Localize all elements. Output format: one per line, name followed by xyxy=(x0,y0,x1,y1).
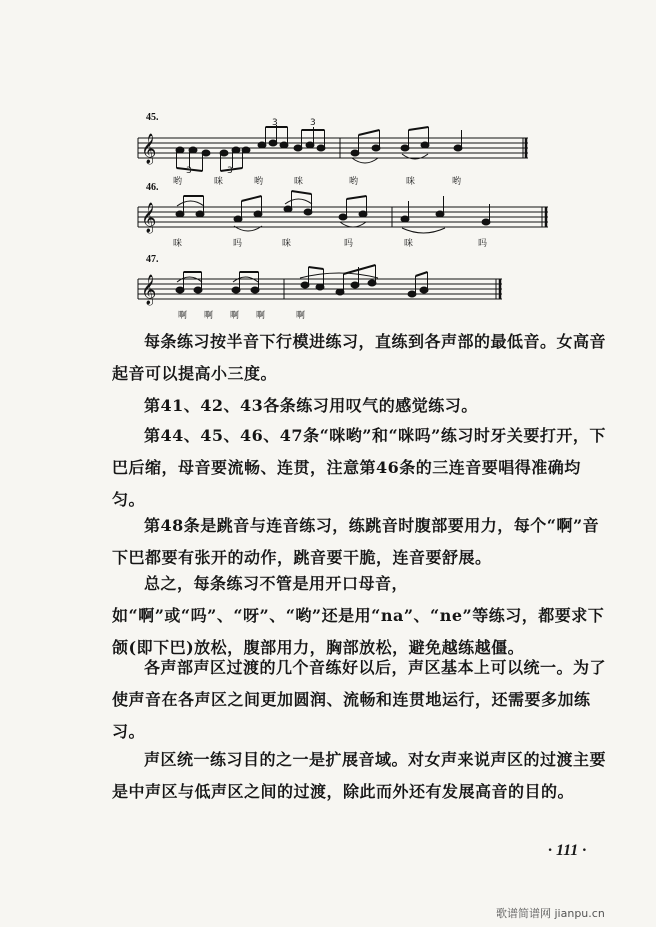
note-head xyxy=(258,142,266,148)
treble-clef-icon: 𝄞 xyxy=(141,203,157,233)
beam xyxy=(242,196,262,201)
lyric-45-6: 咪 xyxy=(406,177,416,187)
paragraph-7: 声区统一练习目的之一是扩展音域。对女声来说声区的过渡主要是中声区与低声区之间的过渡，除此而外还有发展高音的目的。 xyxy=(112,750,607,801)
triplet-mark: 3 xyxy=(186,166,192,176)
note-head xyxy=(339,214,347,220)
note-head xyxy=(196,211,204,217)
note-head xyxy=(454,145,462,151)
music-notation xyxy=(0,0,656,330)
lyric-46-5: 咪 xyxy=(404,239,414,249)
note-head xyxy=(254,211,262,217)
beam xyxy=(359,130,380,135)
triplet-mark: 3 xyxy=(272,118,278,128)
note-head xyxy=(294,145,302,151)
note-head xyxy=(368,280,376,286)
note-head xyxy=(280,142,288,148)
slur xyxy=(177,201,204,206)
note-heads xyxy=(176,125,490,297)
note-head xyxy=(408,291,416,297)
exercise-number-47: 47. xyxy=(146,254,159,265)
treble-clef-icon: 𝄞 xyxy=(141,275,157,305)
note-head xyxy=(359,211,367,217)
note-head xyxy=(482,219,490,225)
watermark: 歌谱简谱网 jianpu.cn xyxy=(496,907,605,920)
treble-clef-icon: 𝄞 xyxy=(141,134,157,164)
note-head xyxy=(401,145,409,151)
paragraph-2: 第41、42、43各条练习用叹气的感觉练习。 xyxy=(144,396,478,415)
slur xyxy=(300,273,378,278)
note-head xyxy=(372,145,380,151)
note-head xyxy=(194,287,202,293)
slur xyxy=(285,199,312,204)
note-head xyxy=(351,150,359,156)
paragraph-5: 总之，每条练习不管是用开口母音，如“啊”或“吗”、“呀”、“哟”还是用“na”、“ne”等练习，都要求下颌(即下巴)放松，腹部用力，胸部放松，避免越练越僵。 xyxy=(112,574,605,657)
treble-clefs xyxy=(141,133,156,306)
lyric-47-3: 啊 xyxy=(230,311,240,321)
beams xyxy=(177,127,429,276)
note-head xyxy=(189,147,197,153)
lyric-45-3: 哟 xyxy=(254,177,264,187)
note-head xyxy=(176,211,184,217)
note-head xyxy=(304,209,312,215)
note-head xyxy=(176,147,184,153)
note-head xyxy=(420,287,428,293)
beam xyxy=(409,127,429,130)
note-head xyxy=(251,287,259,293)
triplet-mark: 3 xyxy=(227,166,233,176)
note-head xyxy=(436,211,444,217)
beam xyxy=(309,267,324,269)
note-head xyxy=(220,150,228,156)
beam xyxy=(416,272,428,276)
note-head xyxy=(306,142,314,148)
beam xyxy=(347,196,367,199)
lyric-45-7: 哟 xyxy=(452,177,462,187)
exercise-number-45: 45. xyxy=(146,112,159,123)
note-head xyxy=(176,287,184,293)
note-head xyxy=(232,287,240,293)
note-head xyxy=(234,216,242,222)
note-head xyxy=(232,147,240,153)
note-head xyxy=(316,284,324,290)
exercise-number-46: 46. xyxy=(146,182,159,193)
lyric-47-1: 啊 xyxy=(178,311,188,321)
lyric-46-4: 吗 xyxy=(344,239,354,249)
lyric-47-5: 啊 xyxy=(296,311,306,321)
note-head xyxy=(202,150,210,156)
lyric-45-1: 哟 xyxy=(173,177,183,187)
lyric-45-4: 咪 xyxy=(294,177,304,187)
paragraph-6: 各声部声区过渡的几个音练好以后，声区基本上可以统一。为了使声音在各声区之间更加圆润、流畅和连贯地运行，还需要多加练习。 xyxy=(112,658,607,741)
page-number: · 111 · xyxy=(548,842,587,859)
beam xyxy=(292,191,312,194)
lyric-46-3: 咪 xyxy=(282,239,292,249)
note-head xyxy=(301,282,309,288)
note-head xyxy=(284,206,292,212)
lyric-47-4: 啊 xyxy=(256,311,266,321)
note-head xyxy=(401,216,409,222)
lyric-45-5: 哟 xyxy=(349,177,359,187)
lyric-46-1: 咪 xyxy=(173,239,183,249)
lyric-47-2: 啊 xyxy=(204,311,214,321)
note-head xyxy=(421,142,429,148)
note-head xyxy=(317,145,325,151)
lyric-46-2: 吗 xyxy=(233,239,243,249)
slur xyxy=(402,228,445,233)
note-head xyxy=(336,289,344,295)
paragraph-3: 第44、45、46、47条“咪哟”和“咪吗”练习时牙关要打开，下巴后缩，母音要流畅、连贯，注意第46条的三连音要唱得准确均匀。 xyxy=(112,426,606,509)
lyric-45-2: 咪 xyxy=(214,177,224,187)
paragraph-4: 第48条是跳音与连音练习，练跳音时腹部要用力，每个“啊”音下巴都要有张开的动作，跳音要干脆，连音要舒展。 xyxy=(112,516,600,567)
note-head xyxy=(242,147,250,153)
lyric-46-6: 吗 xyxy=(478,239,488,249)
slur xyxy=(352,158,378,163)
note-head xyxy=(351,282,359,288)
paragraph-1: 每条练习按半音下行模进练习，直练到各声部的最低音。女高音起音可以提高小三度。 xyxy=(112,332,607,383)
slur xyxy=(340,222,366,227)
triplet-mark: 3 xyxy=(310,118,316,128)
beam xyxy=(344,265,376,274)
note-head xyxy=(269,140,277,146)
